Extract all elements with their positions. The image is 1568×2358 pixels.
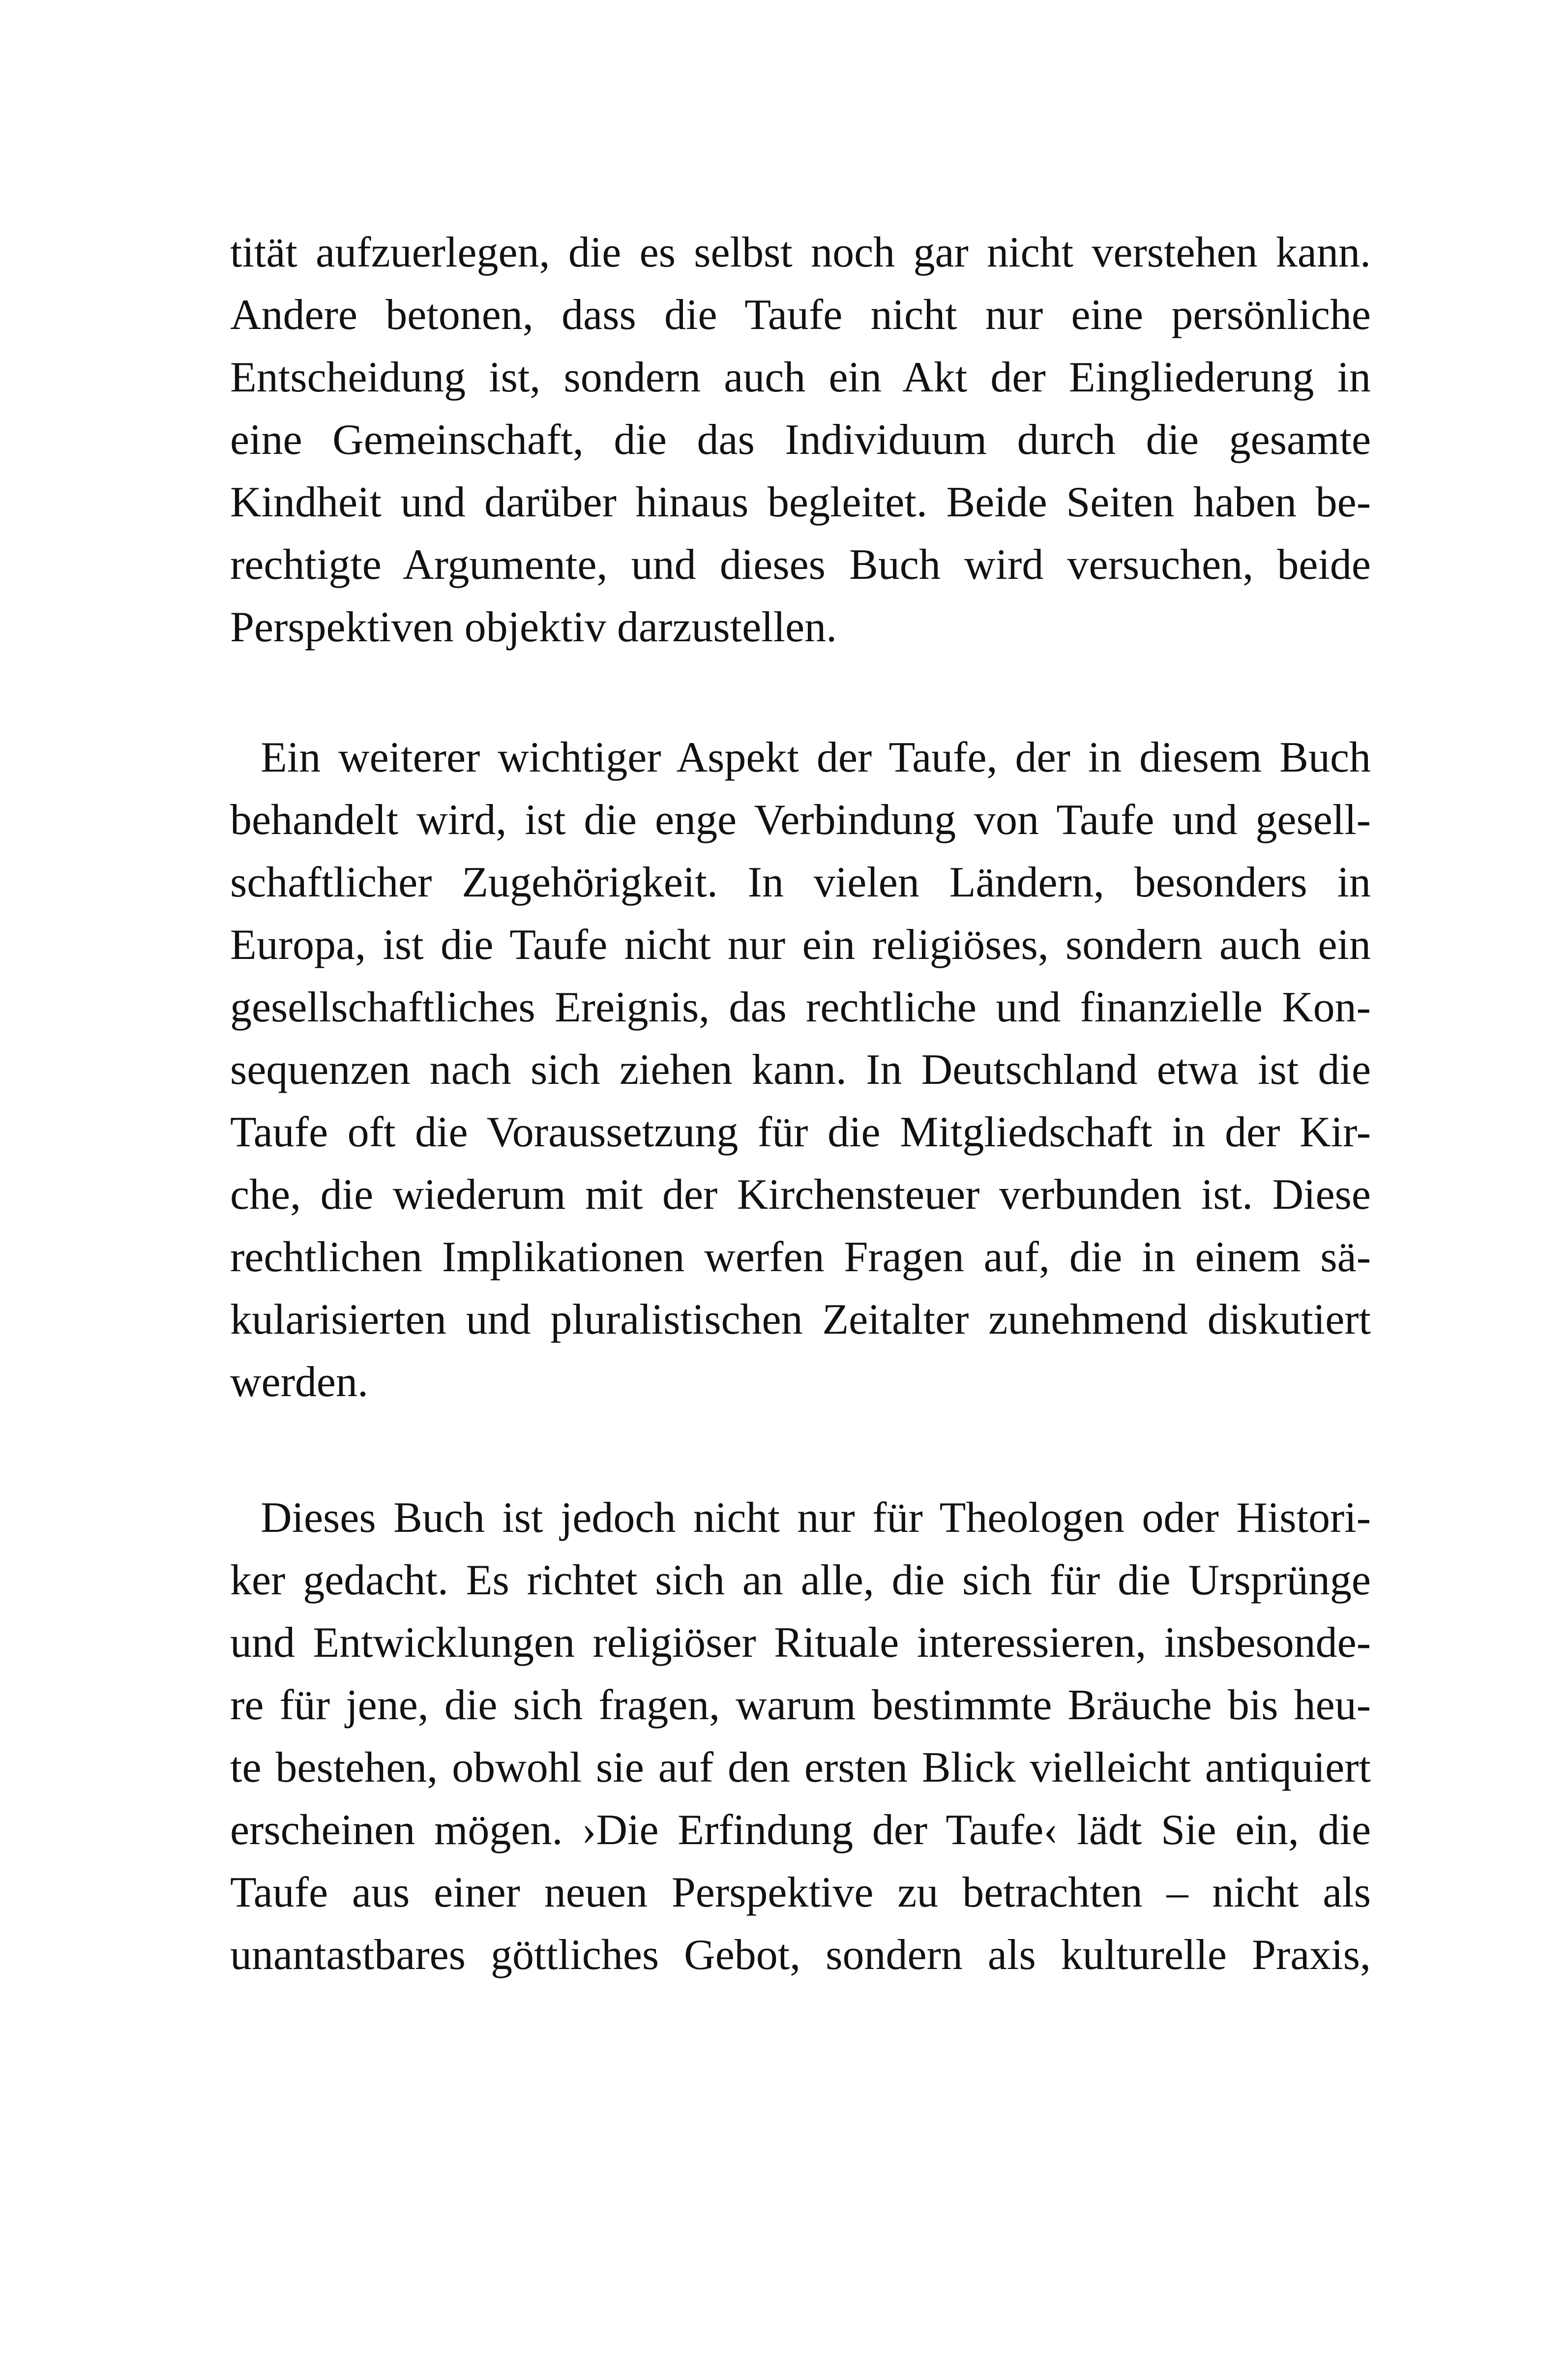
text-line: Taufe aus einer neuen Perspektive zu betrachten – nicht als [230,1869,1371,1916]
text-line: werden. [230,1358,368,1406]
text-line: tität aufzuerlegen, die es selbst noch gar nicht verstehen kann. [230,229,1371,276]
text-line: behandelt wird, ist die enge Verbindung von Taufe und gesell- [230,796,1371,844]
paragraph-2 [230,726,1371,1413]
text-line: unantastbares göttliches Gebot, sondern als kulturelle Praxis, [230,1931,1371,1979]
text-line: rechtigte Argumente, und dieses Buch wird versuchen, beide [230,541,1371,589]
paragraph-3 [230,1487,1371,1986]
text-line: Dieses Buch ist jedoch nicht nur für Theologen oder Histori- [261,1494,1371,1542]
text-line: schaftlicher Zugehörigkeit. In vielen Ländern, besonders in [230,859,1371,906]
text-line: erscheinen mögen. ›Die Erfindung der Taufe‹ lädt Sie ein, die [230,1806,1371,1854]
text-line: gesellschaftliches Ereignis, das rechtliche und finanzielle Kon- [230,984,1371,1031]
text-line: te bestehen, obwohl sie auf den ersten Blick vielleicht antiquiert [230,1744,1371,1791]
paragraph-1 [230,221,1371,658]
text-line: Kindheit und darüber hinaus begleitet. Beide Seiten haben be- [230,478,1371,526]
text-line: Entscheidung ist, sondern auch ein Akt der Eingliederung in [230,354,1371,401]
text-line: Taufe oft die Voraussetzung für die Mitgliedschaft in der Kir- [230,1108,1371,1156]
text-line: sequenzen nach sich ziehen kann. In Deutschland etwa ist die [230,1046,1371,1094]
text-line: re für jene, die sich fragen, warum bestimmte Bräuche bis heu- [230,1681,1371,1729]
text-line: Europa, ist die Taufe nicht nur ein religiöses, sondern auch ein [230,921,1371,969]
text-line: che, die wiederum mit der Kirchensteuer verbunden ist. Diese [230,1171,1371,1219]
text-line: kularisierten und pluralistischen Zeitalter zunehmend diskutiert [230,1296,1371,1343]
text-line: Perspektiven objektiv darzustellen. [230,603,837,651]
text-line: Ein weiterer wichtiger Aspekt der Taufe, der in diesem Buch [261,734,1371,781]
text-line: ker gedacht. Es richtet sich an alle, die sich für die Ursprünge [230,1556,1371,1604]
text-line: eine Gemeinschaft, die das Individuum durch die gesamte [230,416,1371,464]
text-line: Andere betonen, dass die Taufe nicht nur eine persönliche [230,291,1371,339]
text-line: und Entwicklungen religiöser Rituale interessieren, insbesonde- [230,1619,1371,1667]
text-line: rechtlichen Implikationen werfen Fragen auf, die in einem sä- [230,1233,1371,1281]
